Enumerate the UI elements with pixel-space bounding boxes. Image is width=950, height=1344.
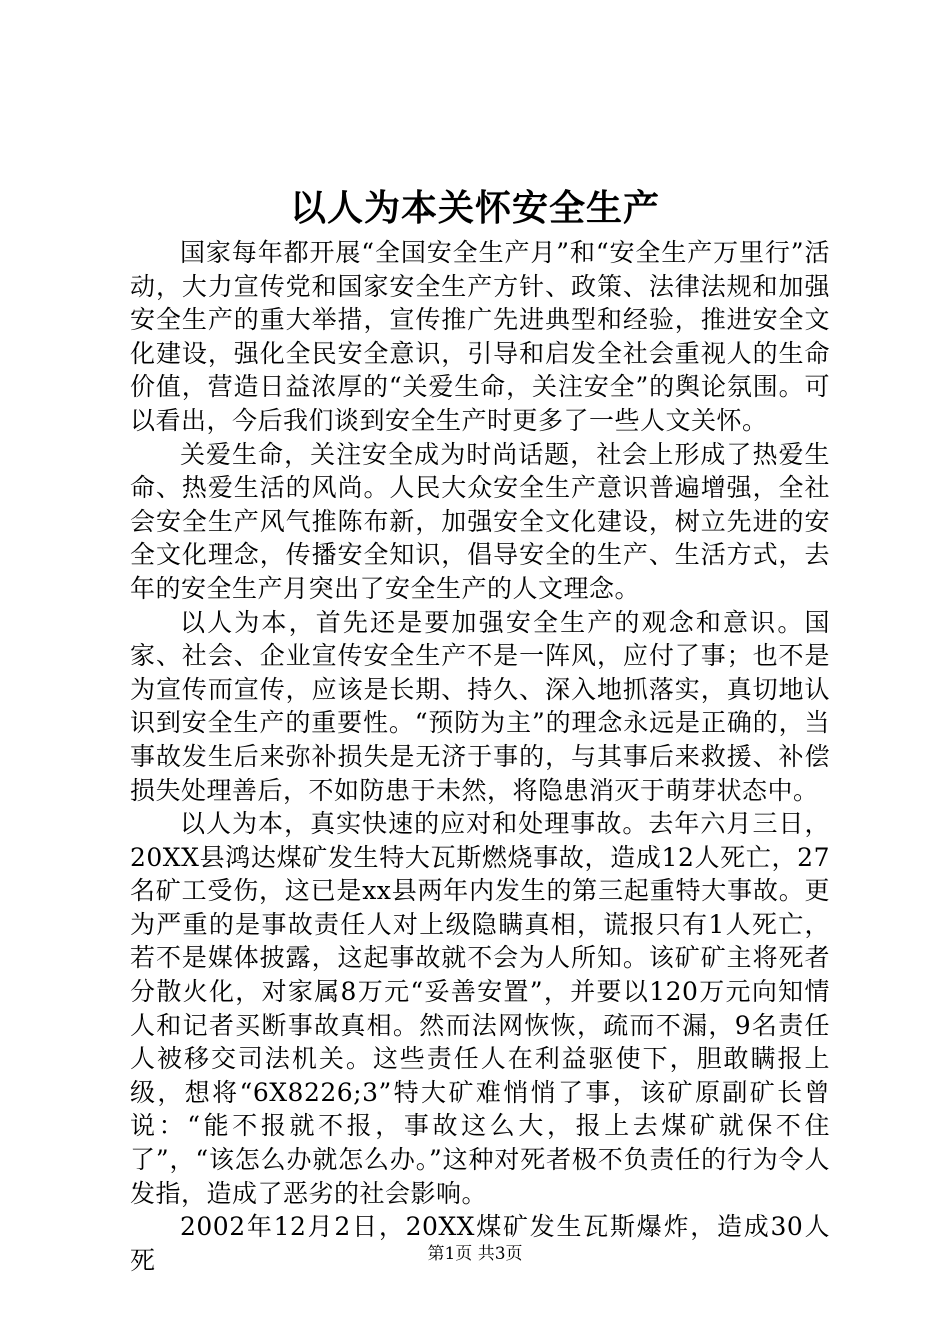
- document-body: [130, 236, 830, 1277]
- page-title: 以人为本关怀安全生产: [289, 187, 660, 229]
- paragraph-5: 2002年12月2日，20XX煤矿发生瓦斯爆炸，造成30人死: [130, 1212, 830, 1275]
- paragraph-1: 国家每年都开展“全国安全生产月”和“安全生产万里行”活动，大力宣传党和国家安全生产方针、政策、法律法规和加强安全生产的重大举措，宣传推广先进典型和经验，推进安全文化建设，强化全民安全意识，引导和启发全社会重视人的生命价值，营造日益浓厚的“关爱生命，关注安全”的舆论氛围。可以看出，今后我们谈到安全生产时更多了一些人文关怀。: [130, 238, 830, 435]
- paragraph-3: 以人为本，首先还是要加强安全生产的观念和意识。国家、社会、企业宣传安全生产不是一阵风，应付了事；也不是为宣传而宣传，应该是长期、持久、深入地抓落实，真切地认识到安全生产的重要性。“预防为主”的理念永远是正确的，当事故发生后来弥补损失是无济于事的，与其事后来救援、补偿损失处理善后，不如防患于未然，将隐患消灭于萌芽状态中。: [130, 607, 830, 805]
- page-number-footer: 第1页 共3页: [427, 1244, 523, 1264]
- paragraph-4: 以人为本，真实快速的应对和处理事故。去年六月三日，20XX县鸿达煤矿发生特大瓦斯燃烧事故，造成12人死亡，27名矿工受伤，这已是xx县两年内发生的第三起重特大事故。更为严重的是事故责任人对上级隐瞒真相，谎报只有1人死亡，若不是媒体披露，这起事故就不会为人所知。该矿矿主将死者分散火化，对家属8万元“妥善安置”，并要以120万元向知情人和记者买断事故真相。然而法网恢恢，疏而不漏，9名责任人被移交司法机关。这些责任人在利益驱使下，胆敢瞒报上级，想将“6X8226;3”特大矿难悄悄了事，该矿原副矿长曾说：“能不报就不报，事故这么大，报上去煤矿就保不住了”，“该怎么办就怎么办。”这种对死者极不负责任的行为令人发指，造成了恶劣的社会影响。: [130, 809, 830, 1208]
- paragraph-2: 关爱生命，关注安全成为时尚话题，社会上形成了热爱生命、热爱生活的风尚。人民大众安全生产意识普遍增强，全社会安全生产风气推陈布新，加强安全文化建设，树立先进的安全文化理念，传播安全知识，倡导安全的生产、生活方式，去年的安全生产月突出了安全生产的人文理念。: [130, 439, 830, 603]
